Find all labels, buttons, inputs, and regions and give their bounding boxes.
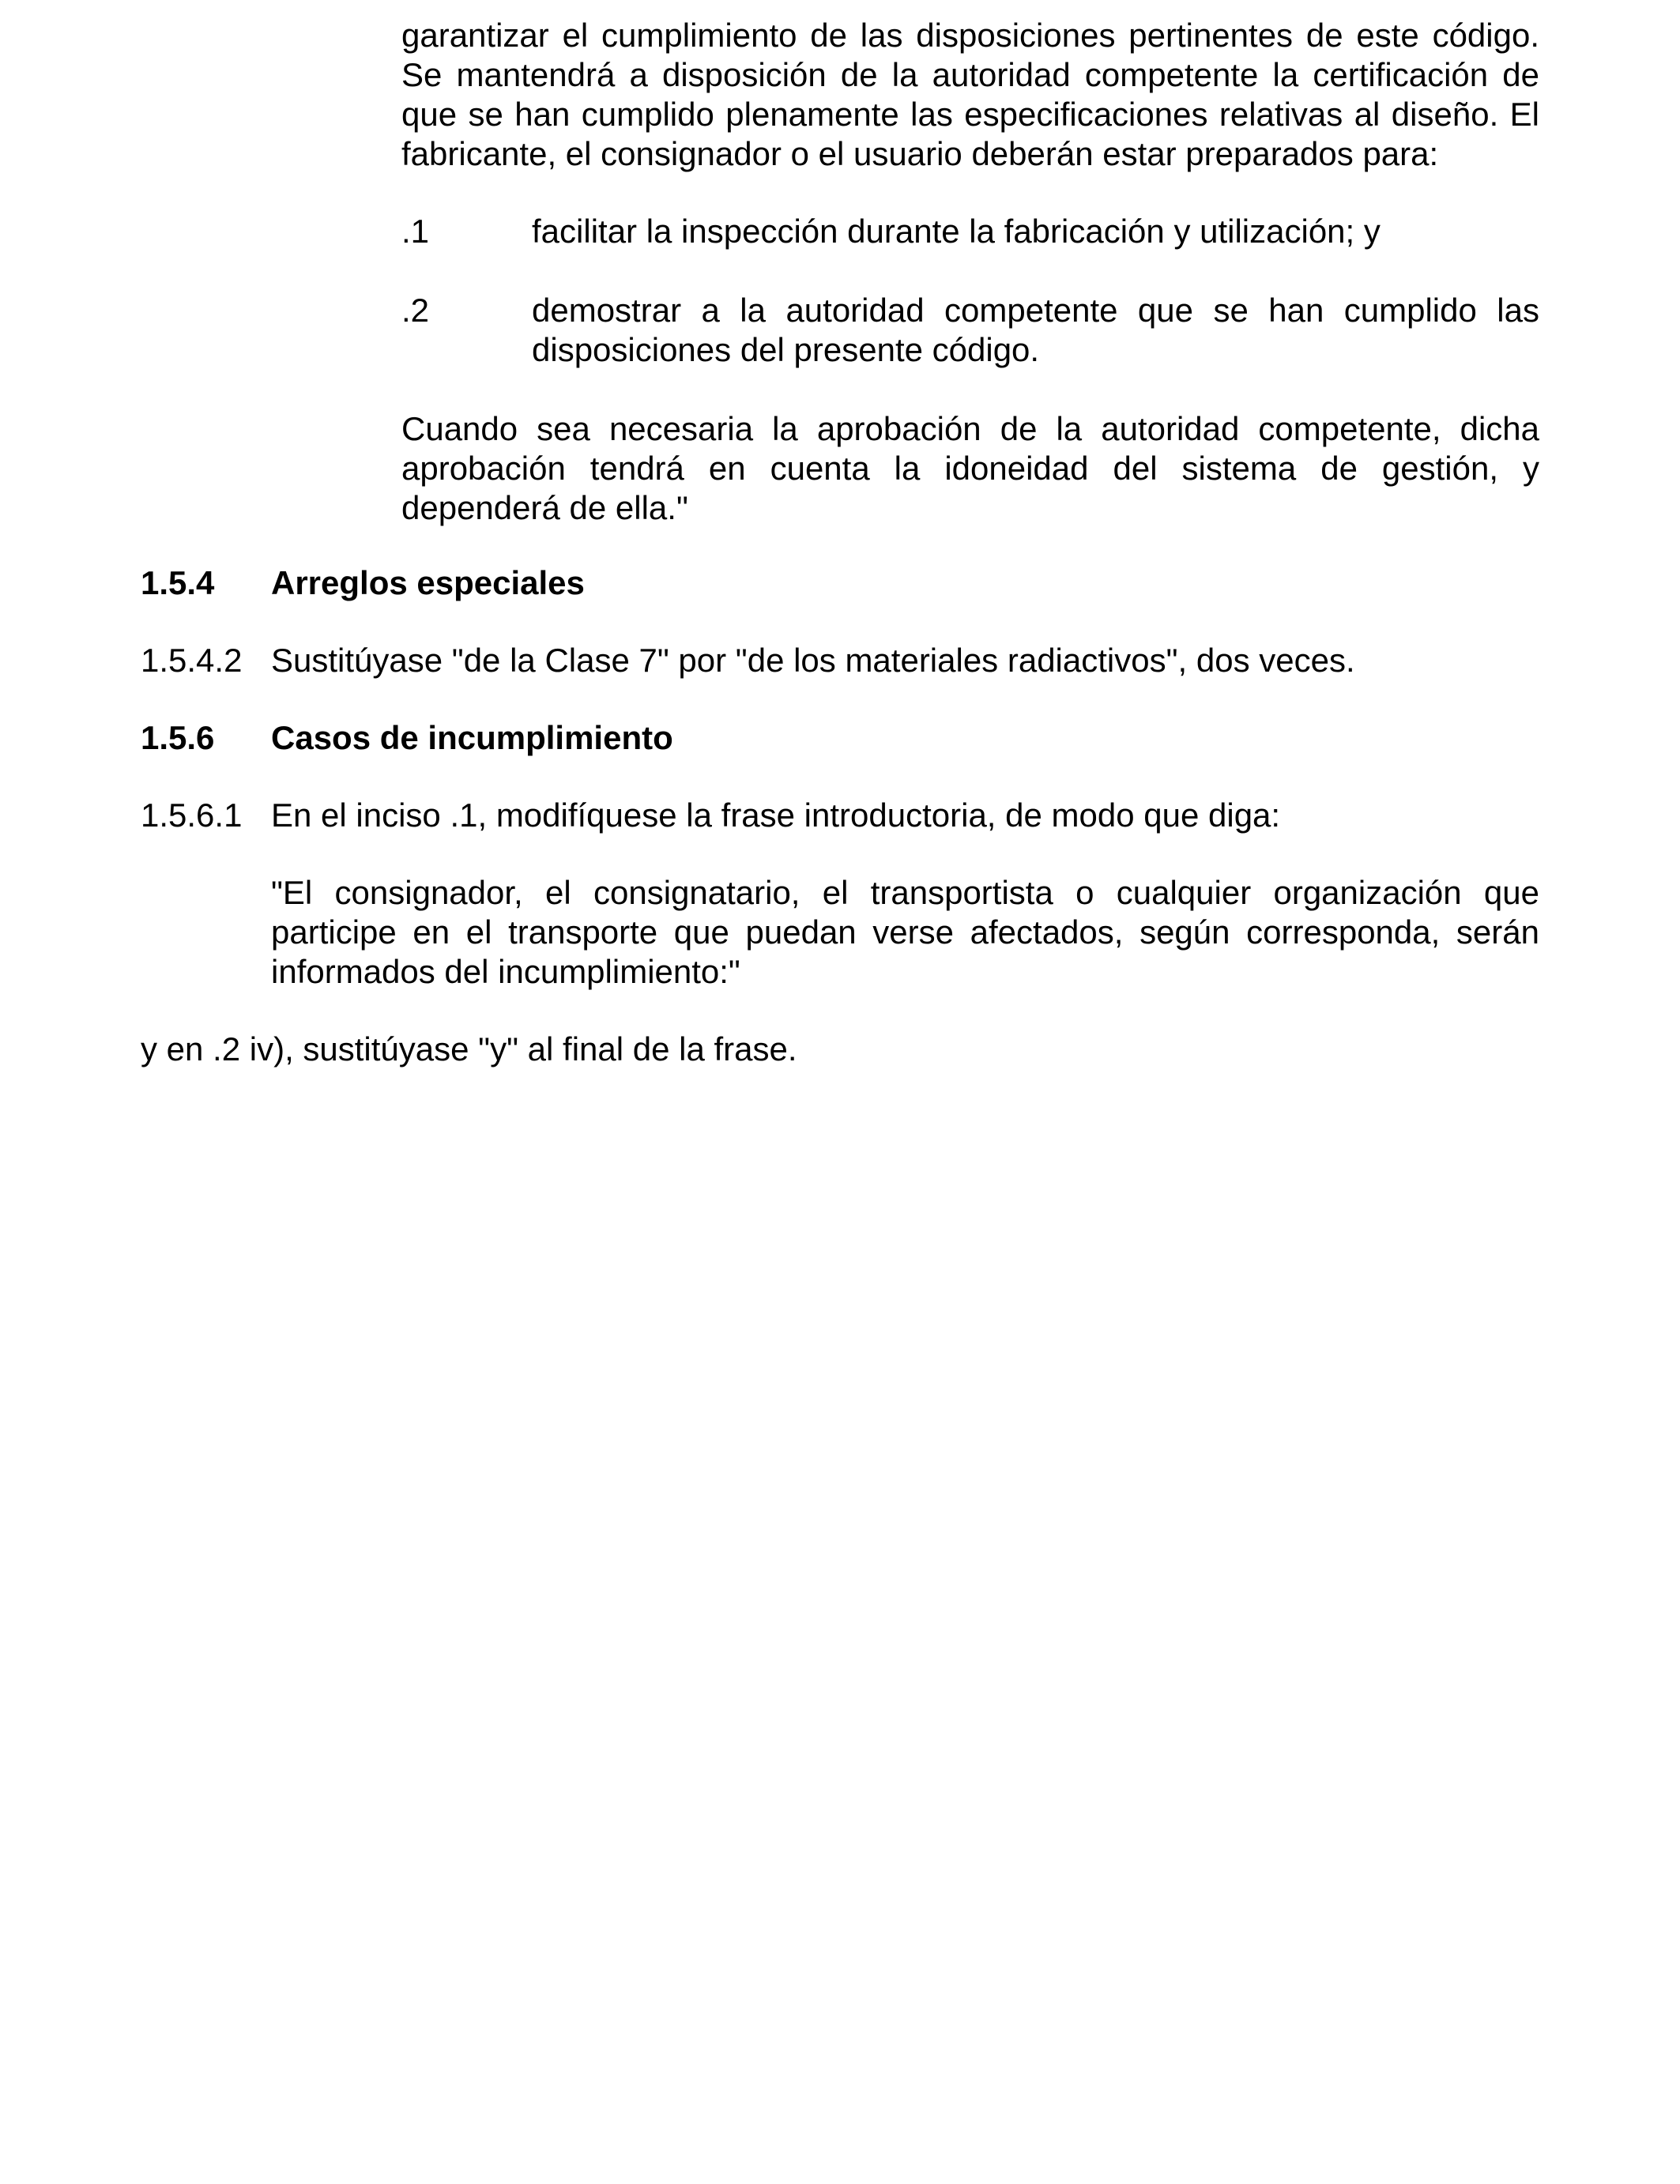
paragraph-text: Sustitúyase "de la Clase 7" por "de los materiales radiactivos", dos veces. (271, 642, 1355, 679)
paragraph-number: 1.5.6.1 (141, 796, 243, 834)
list-item-number: .1 (401, 213, 430, 250)
section-number: 1.5.6 (141, 719, 215, 756)
section-heading-1-5-4 (141, 563, 1539, 603)
paragraph-1-5-4-2 (141, 641, 1539, 680)
approval-paragraph: Cuando sea necesaria la aprobación de la autoridad competente, dicha aprobación tendrá en cuenta la idoneidad del sistema de gestión, y dependerá de ella." (401, 410, 1539, 526)
paragraph-text: En el inciso .1, modifíquese la frase introductoria, de modo que diga: (271, 796, 1281, 834)
intro-paragraph: garantizar el cumplimiento de las disposiciones pertinentes de este código. Se mantendrá a disposición de la autoridad competente la certificación de que se han cumplido plenamente las especificaciones relativas al diseño. El fabricante, el consignador o el usuario deberán estar preparados para: (401, 17, 1539, 172)
list-item-text: demostrar a la autoridad competente que se han cumplido las disposiciones del presente código. (532, 292, 1539, 368)
list-item-text: facilitar la inspección durante la fabricación y utilización; y (532, 213, 1381, 250)
section-title: Arreglos especiales (271, 564, 585, 601)
paragraph-number: 1.5.4.2 (141, 642, 243, 679)
section-number: 1.5.4 (141, 564, 215, 601)
section-title: Casos de incumplimiento (271, 719, 673, 756)
quote-paragraph: "El consignador, el consignatario, el transportista o cualquier organización que participe en el transporte que puedan verse afectados, según corresponda, serán informados del incumplimiento:" (271, 874, 1539, 990)
list-item-number: .2 (401, 292, 430, 329)
section-heading-1-5-6 (141, 718, 1539, 758)
closing-line: y en .2 iv), sustitúyase "y" al final de la frase. (141, 1030, 797, 1068)
list-item (401, 291, 1539, 370)
list-item (401, 212, 1539, 251)
paragraph-1-5-6-1 (141, 796, 1539, 835)
